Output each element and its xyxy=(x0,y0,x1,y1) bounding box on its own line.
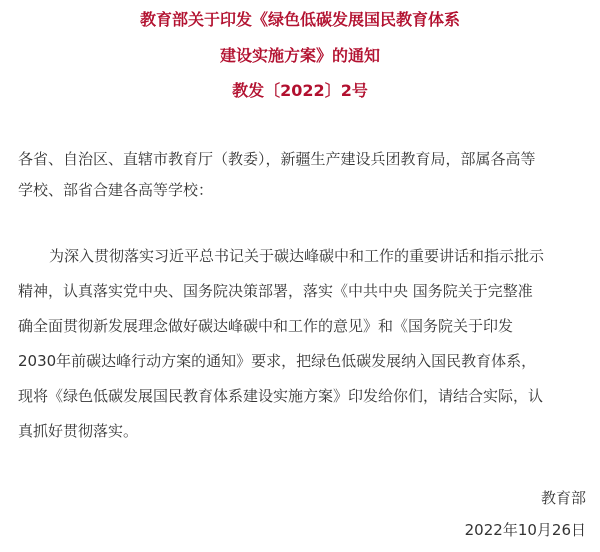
salutation-line-1: 各省、自治区、直辖市教育厅（教委），新疆生产建设兵团教育局，部属各高等 xyxy=(18,150,536,168)
salutation-line-2: 学校、部省合建各高等学校： xyxy=(18,181,214,199)
paragraph-line-3: 确全面贯彻新发展理念做好碳达峰碳中和工作的意见》和《国务院关于印发 xyxy=(18,317,514,335)
notice-title-line-2: 建设实施方案》的通知 xyxy=(219,46,380,65)
issuer-signature: 教育部 xyxy=(540,489,586,507)
paragraph-line-5: 现将《绿色低碳发展国民教育体系建设实施方案》印发给你们，请结合实际，认 xyxy=(18,387,544,405)
notice-title-line-1: 教育部关于印发《绿色低碳发展国民教育体系 xyxy=(139,10,460,29)
paragraph-line-1: 为深入贯彻落实习近平总书记关于碳达峰碳中和工作的重要讲话和指示批示 xyxy=(49,247,545,265)
document-number: 教发〔2022〕2号 xyxy=(232,81,368,100)
paragraph-line-2: 精神，认真落实党中央、国务院决策部署，落实《中共中央 国务院关于完整准 xyxy=(18,282,533,300)
issue-date: 2022年10月26日 xyxy=(464,521,586,539)
paragraph-line-4: 2030年前碳达峰行动方案的通知》要求，把绿色低碳发展纳入国民教育体系， xyxy=(18,352,537,370)
paragraph-line-6: 真抓好贯彻落实。 xyxy=(18,422,139,440)
